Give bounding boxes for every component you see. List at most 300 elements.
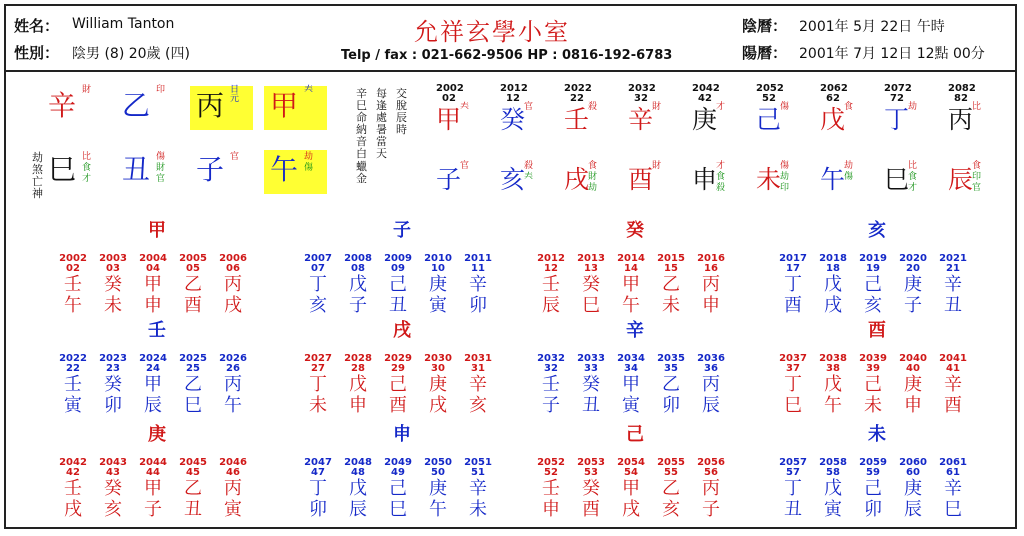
annual-age: 39	[866, 363, 880, 374]
annual-year: 2046	[219, 457, 247, 468]
annual-branch: 寅	[224, 499, 242, 520]
annual-block-head: 酉	[868, 320, 886, 341]
luck-branch-gods	[460, 161, 469, 172]
annual-stem: 壬	[64, 478, 82, 499]
solar-label: 陽曆：	[742, 44, 788, 62]
luck-branch-gods	[972, 161, 981, 194]
annual-year: 2052	[537, 457, 565, 468]
annual-age: 53	[584, 467, 598, 478]
annual-branch: 午	[64, 295, 82, 316]
annual-age: 30	[431, 363, 445, 374]
annual-branch: 巳	[184, 395, 202, 416]
pillar-stem: 乙	[122, 89, 151, 122]
annual-age: 13	[584, 263, 598, 274]
god-label: 才	[908, 183, 918, 193]
god-label: 劫	[780, 172, 790, 182]
annual-block-head: 戌	[393, 320, 411, 341]
annual-age: 12	[544, 263, 558, 274]
luck-stem-god: 𡗗	[460, 102, 470, 112]
luck-branch: 戌	[564, 165, 590, 194]
side-char: 煞	[32, 163, 43, 177]
annual-age: 09	[391, 263, 405, 274]
god-label: 財	[588, 172, 598, 182]
annual-age: 56	[704, 467, 718, 478]
annual-age: 32	[544, 363, 558, 374]
annual-stem: 戊	[349, 478, 367, 499]
annual-stem: 癸	[104, 374, 122, 395]
luck-branch: 未	[756, 165, 782, 194]
annual-age: 52	[544, 467, 558, 478]
annual-stem: 庚	[429, 374, 447, 395]
annual-branch: 丑	[389, 295, 407, 316]
annual-branch: 酉	[184, 295, 202, 316]
annual-branch: 卯	[864, 499, 882, 520]
annual-branch: 申	[349, 395, 367, 416]
luck-branch-gods	[524, 161, 533, 183]
luck-stem-god: 官	[524, 102, 534, 112]
god-label: 印	[972, 172, 982, 182]
luck-branch: 午	[820, 165, 846, 194]
annual-year: 2032	[537, 353, 565, 364]
luck-year: 2042	[692, 83, 720, 94]
annual-age: 14	[624, 263, 638, 274]
annual-age: 11	[471, 263, 485, 274]
annual-year: 2048	[344, 457, 372, 468]
annual-year: 2011	[464, 253, 492, 264]
annual-stem: 己	[864, 274, 882, 295]
gender-label: 性別：	[14, 44, 60, 62]
luck-age: 72	[890, 93, 904, 104]
luck-branch: 辰	[948, 165, 974, 194]
annual-year: 2020	[899, 253, 927, 264]
annual-stem: 壬	[542, 374, 560, 395]
god-label: 財	[652, 161, 662, 171]
annual-year: 2005	[179, 253, 207, 264]
note-column: 每逢處暑當天	[376, 87, 387, 161]
luck-branch-gods	[716, 161, 725, 194]
god-label: 食	[908, 172, 918, 182]
luck-branch: 子	[436, 165, 462, 194]
luck-branch-gods	[652, 161, 661, 172]
luck-stem-god: 財	[652, 102, 662, 112]
page-title: 允祥玄學小室	[414, 18, 570, 46]
annual-year: 2035	[657, 353, 685, 364]
annual-year: 2029	[384, 353, 412, 364]
luck-year: 2062	[820, 83, 848, 94]
annual-stem: 癸	[582, 478, 600, 499]
annual-age: 21	[946, 263, 960, 274]
annual-branch: 巳	[784, 395, 802, 416]
annual-stem: 丁	[309, 374, 327, 395]
annual-age: 58	[826, 467, 840, 478]
annual-branch: 午	[622, 295, 640, 316]
annual-age: 46	[226, 467, 240, 478]
annual-stem: 壬	[64, 374, 82, 395]
annual-branch: 巳	[582, 295, 600, 316]
annual-branch: 戌	[824, 295, 842, 316]
annual-branch: 丑	[184, 499, 202, 520]
annual-age: 10	[431, 263, 445, 274]
annual-branch: 午	[824, 395, 842, 416]
annual-year: 2044	[139, 457, 167, 468]
pillar-branch: 子	[196, 153, 225, 186]
annual-age: 15	[664, 263, 678, 274]
pillar-branch-gods	[304, 152, 313, 174]
annual-age: 08	[351, 263, 365, 274]
annual-year: 2009	[384, 253, 412, 264]
annual-age: 29	[391, 363, 405, 374]
annual-year: 2041	[939, 353, 967, 364]
annual-stem: 戊	[824, 374, 842, 395]
god-label: 𡗗	[524, 172, 534, 182]
annual-stem: 庚	[429, 274, 447, 295]
annual-branch: 寅	[824, 499, 842, 520]
annual-year: 2042	[59, 457, 87, 468]
annual-year: 2013	[577, 253, 605, 264]
annual-block-head: 子	[393, 220, 411, 241]
annual-age: 20	[906, 263, 920, 274]
annual-stem: 丙	[224, 274, 242, 295]
annual-age: 05	[186, 263, 200, 274]
annual-branch: 寅	[622, 395, 640, 416]
god-label: 食	[972, 161, 982, 171]
annual-year: 2015	[657, 253, 685, 264]
annual-age: 26	[226, 363, 240, 374]
luck-stem: 戊	[820, 105, 846, 134]
god-label: 才	[82, 174, 92, 184]
annual-year: 2050	[424, 457, 452, 468]
god-label: 食	[716, 172, 726, 182]
annual-age: 54	[624, 467, 638, 478]
annual-stem: 辛	[944, 274, 962, 295]
annual-year: 2007	[304, 253, 332, 264]
annual-stem: 戊	[824, 478, 842, 499]
god-label: 劫	[304, 152, 314, 162]
annual-year: 2026	[219, 353, 247, 364]
annual-age: 43	[106, 467, 120, 478]
luck-stem: 丙	[948, 105, 974, 134]
annual-stem: 己	[389, 478, 407, 499]
annual-stem: 乙	[184, 478, 202, 499]
annual-year: 2053	[577, 457, 605, 468]
annual-stem: 丁	[784, 274, 802, 295]
god-label: 才	[716, 161, 726, 171]
annual-stem: 丙	[702, 374, 720, 395]
annual-stem: 甲	[622, 274, 640, 295]
annual-branch: 卯	[469, 295, 487, 316]
annual-age: 59	[866, 467, 880, 478]
annual-branch: 亥	[864, 295, 882, 316]
luck-year: 2072	[884, 83, 912, 94]
annual-block-head: 壬	[148, 320, 166, 341]
annual-branch: 亥	[309, 295, 327, 316]
annual-age: 36	[704, 363, 718, 374]
luck-stem: 丁	[884, 105, 910, 134]
annual-block-head: 申	[393, 424, 411, 445]
annual-age: 42	[66, 467, 80, 478]
annual-year: 2033	[577, 353, 605, 364]
annual-age: 17	[786, 263, 800, 274]
annual-age: 02	[66, 263, 80, 274]
annual-year: 2021	[939, 253, 967, 264]
pillar-branch-gods	[82, 152, 91, 185]
annual-year: 2024	[139, 353, 167, 364]
pillar-branch: 丑	[122, 153, 151, 186]
side-char: 亡	[32, 175, 43, 189]
god-label: 傷	[780, 161, 790, 171]
luck-branch: 巳	[884, 165, 910, 194]
side-char: 劫	[32, 151, 43, 164]
annual-age: 31	[471, 363, 485, 374]
annual-year: 2012	[537, 253, 565, 264]
pillar-branch-gods	[230, 152, 239, 163]
annual-branch: 戌	[429, 395, 447, 416]
god-label: 官	[460, 161, 470, 171]
luck-branch-gods	[780, 161, 789, 194]
annual-block-head: 辛	[626, 320, 644, 341]
annual-age: 16	[704, 263, 718, 274]
annual-stem: 己	[864, 374, 882, 395]
god-label: 殺	[524, 161, 534, 171]
pillar-branch-gods	[156, 152, 165, 185]
god-label: 傷	[156, 152, 166, 162]
annual-block-head: 己	[626, 424, 644, 445]
luck-branch-gods	[908, 161, 917, 194]
side-char: 神	[32, 187, 43, 201]
annual-year: 2034	[617, 353, 645, 364]
annual-branch: 戌	[224, 295, 242, 316]
annual-branch: 辰	[702, 395, 720, 416]
name-label: 姓名：	[14, 17, 60, 35]
luck-branch-gods	[844, 161, 853, 183]
luck-branch: 酉	[628, 165, 654, 194]
luck-age: 22	[570, 93, 584, 104]
annual-age: 35	[664, 363, 678, 374]
luck-age: 42	[698, 93, 712, 104]
luck-stem-god: 傷	[780, 102, 790, 112]
annual-branch: 丑	[582, 395, 600, 416]
annual-age: 24	[146, 363, 160, 374]
annual-stem: 戊	[349, 274, 367, 295]
annual-stem: 壬	[542, 478, 560, 499]
luck-age: 62	[826, 93, 840, 104]
annual-stem: 乙	[184, 274, 202, 295]
annual-branch: 寅	[429, 295, 447, 316]
luck-age: 52	[762, 93, 776, 104]
annual-branch: 未	[469, 499, 487, 520]
luck-year: 2012	[500, 83, 528, 94]
annual-year: 2040	[899, 353, 927, 364]
annual-age: 06	[226, 263, 240, 274]
annual-year: 2019	[859, 253, 887, 264]
annual-age: 18	[826, 263, 840, 274]
lunar-date: 2001年 5月 22日 午時	[799, 19, 945, 35]
side-vertical-text	[32, 152, 43, 200]
annual-year: 2025	[179, 353, 207, 364]
annual-branch: 酉	[784, 295, 802, 316]
annual-branch: 午	[429, 499, 447, 520]
annual-year: 2037	[779, 353, 807, 364]
annual-stem: 丙	[224, 478, 242, 499]
annual-stem: 戊	[824, 274, 842, 295]
annual-age: 19	[866, 263, 880, 274]
annual-branch: 酉	[944, 395, 962, 416]
annual-year: 2036	[697, 353, 725, 364]
annual-age: 40	[906, 363, 920, 374]
annual-year: 2045	[179, 457, 207, 468]
annual-age: 48	[351, 467, 365, 478]
annual-branch: 酉	[582, 499, 600, 520]
annual-stem: 己	[389, 374, 407, 395]
luck-age: 12	[506, 93, 520, 104]
god-label: 比	[82, 152, 92, 162]
annual-year: 2059	[859, 457, 887, 468]
god-label: 傷	[844, 172, 854, 182]
annual-age: 51	[471, 467, 485, 478]
name-value: William Tanton	[72, 16, 175, 32]
luck-age: 32	[634, 93, 648, 104]
annual-stem: 辛	[944, 374, 962, 395]
header	[6, 6, 1015, 72]
annual-year: 2027	[304, 353, 332, 364]
luck-stem: 甲	[436, 105, 462, 134]
god-label: 印	[780, 183, 790, 193]
annual-stem: 癸	[104, 274, 122, 295]
annual-age: 37	[786, 363, 800, 374]
pillar-stem: 丙	[196, 89, 225, 122]
annual-stem: 丙	[702, 274, 720, 295]
annual-year: 2047	[304, 457, 332, 468]
annual-branch: 亥	[104, 499, 122, 520]
annual-branch: 卯	[104, 395, 122, 416]
annual-branch: 子	[702, 499, 720, 520]
god-label: 食	[82, 163, 92, 173]
luck-year: 2022	[564, 83, 592, 94]
annual-stem: 庚	[904, 478, 922, 499]
luck-stem: 辛	[628, 105, 654, 134]
annual-stem: 乙	[662, 374, 680, 395]
annual-branch: 未	[309, 395, 327, 416]
annual-year: 2014	[617, 253, 645, 264]
god-label: 殺	[716, 183, 726, 193]
annual-year: 2049	[384, 457, 412, 468]
annual-year: 2061	[939, 457, 967, 468]
pillar-stem: 甲	[270, 89, 299, 122]
annual-year: 2030	[424, 353, 452, 364]
annual-year: 2056	[697, 457, 725, 468]
pillar-stem-god: 印	[156, 85, 166, 95]
annual-block-head: 庚	[148, 424, 166, 445]
luck-stem-god: 食	[844, 102, 854, 112]
annual-stem: 辛	[469, 478, 487, 499]
annual-year: 2060	[899, 457, 927, 468]
luck-stem-god: 比	[972, 102, 982, 112]
annual-stem: 乙	[662, 478, 680, 499]
annual-year: 2003	[99, 253, 127, 264]
note-column: 交脫辰時	[396, 87, 407, 137]
pillar-stem: 辛	[48, 89, 77, 122]
luck-stem: 癸	[500, 105, 526, 134]
annual-year: 2031	[464, 353, 492, 364]
luck-stem: 庚	[692, 105, 718, 134]
annual-stem: 丁	[309, 478, 327, 499]
pillar-stem-god: 日元	[230, 85, 240, 104]
annual-age: 60	[906, 467, 920, 478]
annual-age: 27	[311, 363, 325, 374]
annual-age: 45	[186, 467, 200, 478]
annual-age: 57	[786, 467, 800, 478]
annual-stem: 己	[864, 478, 882, 499]
annual-branch: 巳	[944, 499, 962, 520]
annual-branch: 子	[542, 395, 560, 416]
annual-stem: 己	[389, 274, 407, 295]
annual-year: 2018	[819, 253, 847, 264]
gender-value: 陰男 (8) 20歲 (四)	[72, 46, 190, 62]
annual-age: 34	[624, 363, 638, 374]
annual-branch: 丑	[784, 499, 802, 520]
annual-branch: 寅	[64, 395, 82, 416]
annual-branch: 卯	[662, 395, 680, 416]
annual-stem: 丙	[702, 478, 720, 499]
annual-year: 2058	[819, 457, 847, 468]
luck-stem-god: 才	[716, 102, 726, 112]
annual-branch: 未	[662, 295, 680, 316]
god-label: 財	[156, 163, 166, 173]
contact-line: Telp / fax : 021-662-9506 HP : 0816-192-6783	[341, 48, 673, 63]
annual-year: 2051	[464, 457, 492, 468]
note-column: 辛巳命納音白蠟金	[356, 87, 367, 185]
annual-year: 2057	[779, 457, 807, 468]
god-label: 劫	[588, 183, 598, 193]
annual-stem: 戊	[349, 374, 367, 395]
annual-branch: 申	[904, 395, 922, 416]
annual-branch: 辰	[144, 395, 162, 416]
annual-age: 44	[146, 467, 160, 478]
annual-year: 2010	[424, 253, 452, 264]
luck-year: 2002	[436, 83, 464, 94]
annual-stem: 癸	[582, 374, 600, 395]
annual-stem: 辛	[469, 374, 487, 395]
annual-year: 2054	[617, 457, 645, 468]
annual-stem: 庚	[904, 374, 922, 395]
annual-branch: 亥	[662, 499, 680, 520]
pillar-stem-god: 𡗗	[304, 85, 314, 95]
luck-year: 2032	[628, 83, 656, 94]
annual-stem: 庚	[429, 478, 447, 499]
annual-age: 38	[826, 363, 840, 374]
annual-branch: 申	[542, 499, 560, 520]
annual-branch: 巳	[389, 499, 407, 520]
luck-stem: 壬	[564, 105, 590, 134]
annual-year: 2055	[657, 457, 685, 468]
annual-age: 23	[106, 363, 120, 374]
annual-branch: 戌	[64, 499, 82, 520]
annual-stem: 癸	[104, 478, 122, 499]
annual-block-head: 未	[868, 424, 886, 445]
annual-stem: 丁	[309, 274, 327, 295]
annual-stem: 辛	[469, 274, 487, 295]
annual-branch: 酉	[389, 395, 407, 416]
annual-stem: 乙	[662, 274, 680, 295]
annual-branch: 辰	[349, 499, 367, 520]
annual-stem: 甲	[144, 478, 162, 499]
god-label: 官	[972, 183, 982, 193]
annual-stem: 壬	[64, 274, 82, 295]
annual-year: 2039	[859, 353, 887, 364]
god-label: 比	[908, 161, 918, 171]
luck-branch: 申	[692, 165, 718, 194]
god-label: 官	[230, 152, 240, 162]
